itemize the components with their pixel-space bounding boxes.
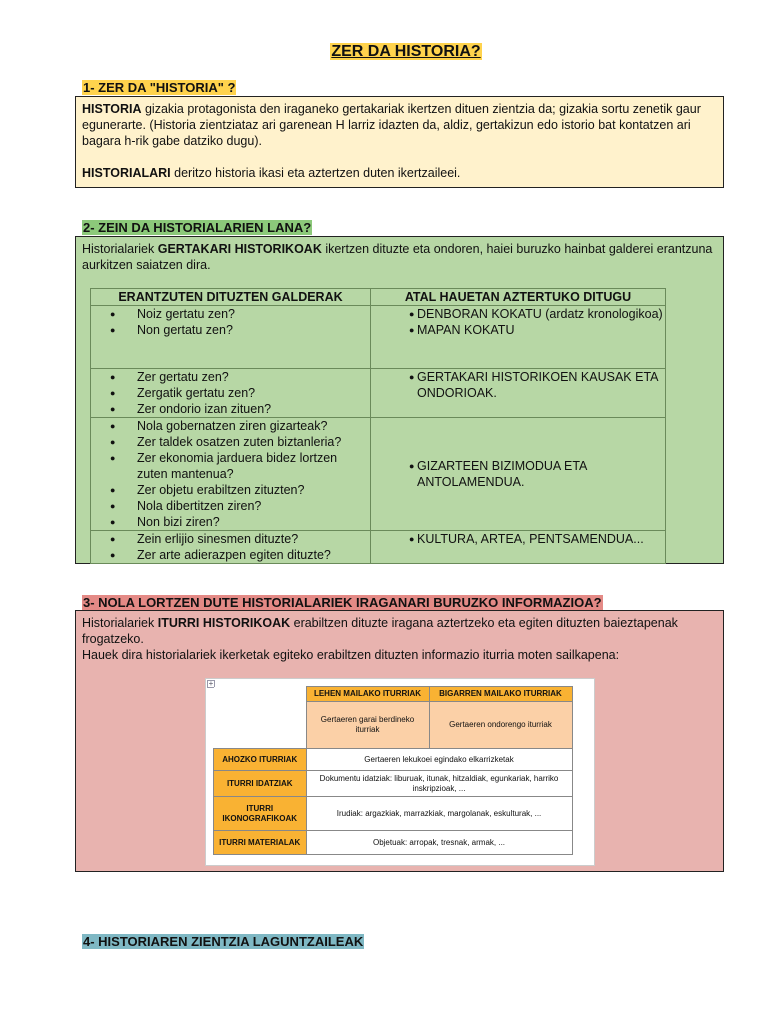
sources-image [205, 678, 595, 866]
section3-heading: 3- NOLA LORTZEN DUTE HISTORIALARIEK IRAGANARI BURUZKO INFORMAZIOA? [83, 595, 602, 610]
question-item: ● Zer objetu erabiltzen zituzten? [137, 482, 368, 498]
answer-item: ● GIZARTEEN BIZIMODUA ETA ANTOLAMENDUA. [409, 459, 587, 489]
source-type-value: Irudiak: argazkiak, marrazkiak, margolanak, eskulturak, ... [306, 797, 572, 831]
source-type-label: ITURRI IKONOGRAFIKOAK [214, 797, 307, 831]
source-type-label: AHOZKO ITURRIAK [214, 749, 307, 771]
section2-intro: Historialariek GERTAKARI HISTORIKOAK ikertzen dituzte eta ondoren, haiei buruzko hainbat galderei erantzuna aurkitzen saiatzen dira. [82, 242, 713, 272]
question-item: ● Zein erlijio sinesmen dituzte? [137, 531, 368, 547]
answer-item: ● DENBORAN KOKATU (ardatz kronologikoa) [409, 307, 663, 321]
question-item: ● Nola dibertitzen ziren? [137, 498, 368, 514]
section4-heading: 4- HISTORIAREN ZIENTZIA LAGUNTZAILEAK [83, 934, 364, 949]
primary-sources-header: LEHEN MAILAKO ITURRIAK [306, 687, 429, 702]
answer-item: ● GERTAKARI HISTORIKOEN KAUSAK ETA ONDORIOAK. [409, 370, 658, 400]
table-row [91, 418, 666, 531]
section1-box [75, 96, 724, 188]
source-type-label: ITURRI IDATZIAK [214, 771, 307, 797]
page-title: ZER DA HISTORIA? [331, 43, 481, 60]
section2-heading: 2- ZEIN DA HISTORIALARIEN LANA? [83, 220, 312, 235]
source-type-value: Dokumentu idatziak: liburuak, itunak, hitzaldiak, egunkariak, harriko inskripzioak, ... [306, 771, 572, 797]
secondary-sources-header: BIGARREN MAILAKO ITURRIAK [429, 687, 572, 702]
table-row [91, 306, 666, 369]
answer-item: ● MAPAN KOKATU [409, 323, 515, 337]
table-row [91, 369, 666, 418]
sources-table [213, 686, 573, 855]
question-item: ● Zer ondorio izan zituen? [137, 401, 368, 417]
source-type-label: ITURRI MATERIALAK [214, 831, 307, 855]
table-anchor-icon[interactable]: + [208, 679, 214, 688]
historialari-definition: HISTORIALARI deritzo historia ikasi eta aztertzen duten ikertzaileei. [82, 166, 461, 180]
section3-box [75, 610, 724, 872]
questions-col-header: ERANTZUTEN DITUZTEN GALDERAK [91, 289, 371, 306]
question-item: ● Non bizi ziren? [137, 514, 368, 530]
section1-heading: 1- ZER DA "HISTORIA" ? [83, 80, 236, 95]
primary-sources-desc: Gertaeren garai berdineko iturriak [306, 702, 429, 749]
topics-col-header: ATAL HAUETAN AZTERTUKO DITUGU [371, 289, 666, 306]
answer-item: ● KULTURA, ARTEA, PENTSAMENDUA... [409, 532, 644, 546]
section3-intro: Historialariek ITURRI HISTORIKOAK erabiltzen dituzte iragana aztertzeko eta egiten dituzten baieztapenak frogatzeko. [82, 616, 678, 646]
questions-table [90, 288, 666, 564]
question-item: ● Zer arte adierazpen egiten dituzte? [137, 547, 368, 563]
table-row [91, 531, 666, 564]
section3-line2: Hauek dira historialariek ikerketak egiteko erabiltzen dituzten informazio iturria moten sailkapena: [82, 648, 620, 662]
question-item: ● Zergatik gertatu zen? [137, 385, 368, 401]
question-item: ● Nola gobernatzen ziren gizarteak? [137, 418, 368, 434]
source-type-value: Objetuak: arropak, tresnak, armak, ... [306, 831, 572, 855]
source-type-value: Gertaeren lekukoei egindako elkarrizketak [306, 749, 572, 771]
historia-definition: HISTORIA gizakia protagonista den iraganeko gertakariak ikertzen dituen zientzia da; gizakia sortu zenetik gaur egunerarte. (Historia zientziataz ari garenean H larriz idazten da, aldiz, gertakizun edo istorio bat kontatzen ari bagara h-rik gabe datziko dugu). [82, 102, 701, 148]
question-item: ● Noiz gertatu zen? [137, 306, 368, 322]
section2-box [75, 236, 724, 564]
question-item: ● Zer ekonomia jarduera bidez lortzen zuten mantenua? [137, 450, 368, 482]
secondary-sources-desc: Gertaeren ondorengo iturriak [429, 702, 572, 749]
question-item: ● Zer taldek osatzen zuten biztanleria? [137, 434, 368, 450]
question-item: ● Zer gertatu zen? [137, 369, 368, 385]
question-item: ● Non gertatu zen? [137, 322, 368, 338]
